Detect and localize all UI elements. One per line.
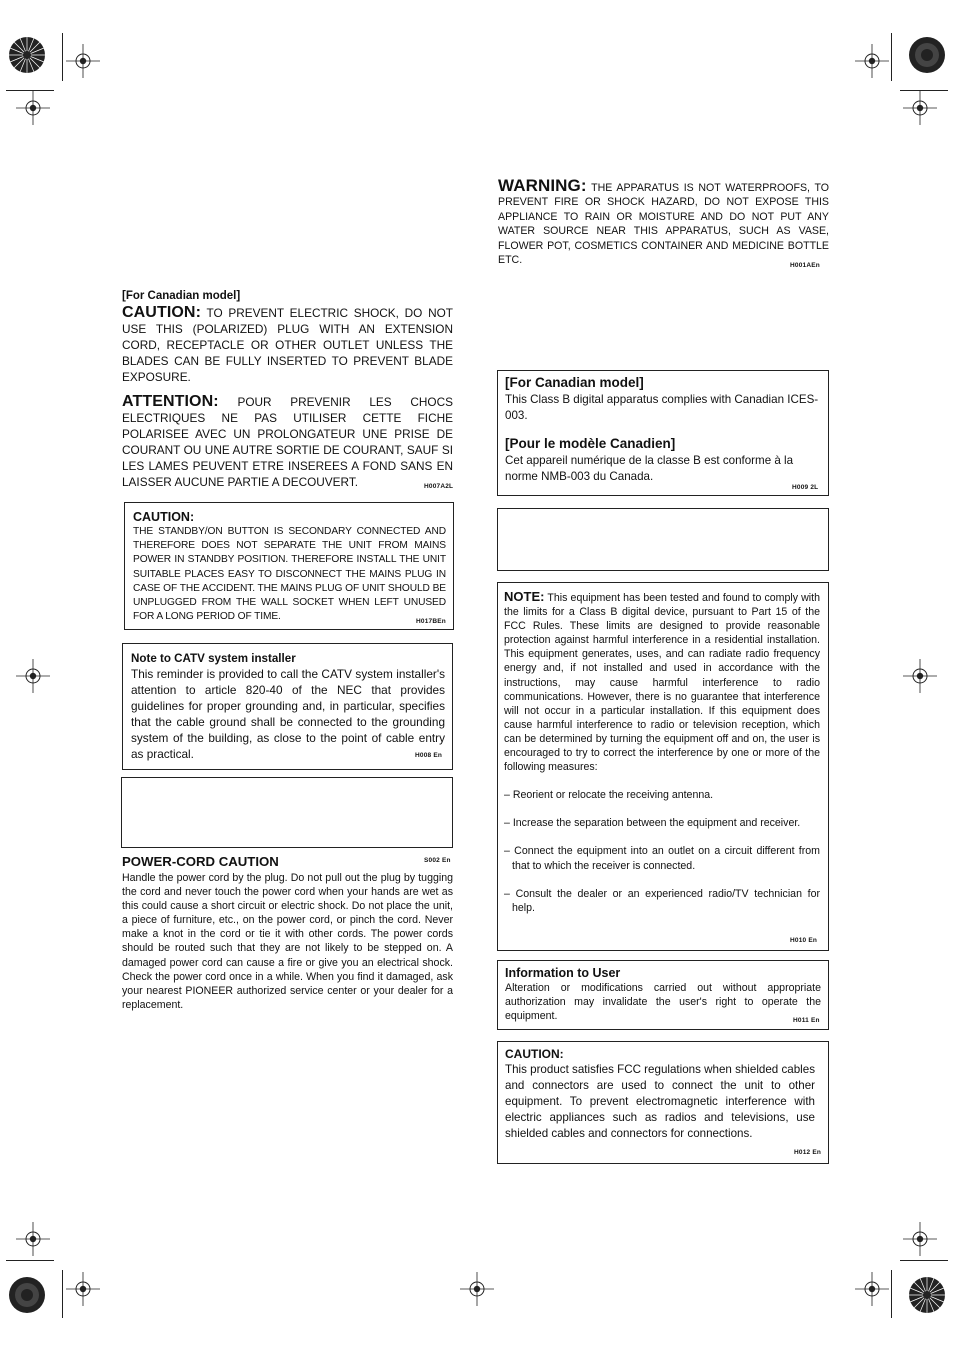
warning-code: H001AEn [790,262,820,269]
catv-title: Note to CATV system installer [131,652,296,665]
warning-text: THE APPARATUS IS NOT WATERPROOFS, TO PREVENT FIRE OR SHOCK HAZARD, DO NOT EXPOSE THIS APPLIANCE TO RAIN OR MOISTURE AND DO NOT PUT ANY WATER SOURCE NEAR THIS APPARATUS, SUCH AS VASE, FLOWER POT, COSMETICS CONTAINER AND MEDICINE BOTTLE ETC. [498,182,829,267]
list-item: – Connect the equipment into an outlet on a circuit different from that to which the receiver is connected. [504,845,820,872]
info-user-code: H011 En [793,1017,820,1024]
standby-caution-title: CAUTION: [133,510,195,524]
crop-line [900,1260,948,1261]
warning-block [498,176,829,267]
registration-mark-icon [66,1272,100,1306]
list-item: – Consult the dealer or an experienced radio/TV technician for help. [504,887,820,914]
fcc-note-box [497,582,829,951]
canadian-caution-label: [For Canadian model] [122,290,241,302]
warning-lead: WARNING: [498,176,587,195]
color-target-icon [8,36,46,74]
registration-mark-icon [16,1222,50,1256]
power-cord-code: S002 En [424,857,451,864]
standby-caution-text: THE STANDBY/ON BUTTON IS SECONDARY CONNECTED AND THEREFORE DOES NOT SEPARATE THE UNIT FROM MAINS POWER IN STANDBY POSITION. THEREFORE INSTALL THE UNIT SUITABLE PLACES EASY TO DISCONNECT THE MAINS PLUG IN CASE OF THE ACCIDENT. THE MAINS PLUG OF UNIT SHOULD BE UNPLUGGED FROM THE WALL SOCKET WHEN LEFT UNUSED FOR A LONG PERIOD OF TIME. [133,526,446,623]
canadian-caution-lead: CAUTION: [122,304,202,321]
registration-mark-icon [66,44,100,78]
list-item: – Increase the separation between the equipment and receiver. [504,817,801,830]
color-target-icon [908,1276,946,1314]
empty-notice-box [497,508,829,571]
canadian-caution-text: TO PREVENT ELECTRIC SHOCK, DO NOT USE THIS (POLARIZED) PLUG WITH AN EXTENSION CORD, RECEPTACLE OR OTHER OUTLET UNLESS THE BLADES CAN BE FULLY INSERTED TO PREVENT BLADE EXPOSURE. [122,306,453,384]
ices-box [497,370,829,496]
catv-code: H008 En [415,752,443,759]
crop-line [62,33,63,81]
power-cord-text: Handle the power cord by the plug. Do not pull out the plug by tugging the cord and never touch the power cord when your hands are wet as this could cause a short circuit or electric shock. Do not place the unit, a piece of furniture, etc., on the power cord, or pinch the cord. Never make a knot in the cord or tie it with other cords. The power cords should be routed such that they are not likely to be stepped on. A damaged power cord can cause a fire or give you an electrical shock. Check the power cord once in a while. When you find it damaged, ask your nearest PIONEER authorized service center or your dealer for a replacement. [122,872,453,1011]
ices-title-en: [For Canadian model] [505,375,644,390]
ices-text-fr: Cet appareil numérique de la classe B est conforme à la norme NMB-003 du Canada. [505,454,794,483]
catv-text: This reminder is provided to call the CATV system installer's attention to article 820-40 of the NEC that provides guidelines for proper grounding and, in particular, specifies that the cable ground shall be connected to the grounding system of the building, as close to the point of cable entry as practical. [131,667,445,761]
crop-line [62,1270,63,1318]
registration-mark-icon [855,44,889,78]
power-cord-block [122,853,453,1012]
registration-mark-icon [903,659,937,693]
fcc-measures-list [504,788,820,915]
attention-block [122,394,453,490]
attention-code: H007A2L [424,483,454,490]
info-user-text: Alteration or modifications carried out without appropriate authorization may invalidate the user's right to operate the equipment. [505,982,821,1023]
canadian-caution-block [122,289,453,385]
fcc-note-code: H010 En [790,937,818,944]
color-target-icon [8,1276,46,1314]
registration-mark-icon [16,659,50,693]
crop-line [891,33,892,81]
fcc-note-text: This equipment has been tested and found to comply with the limits for a Class B digital device, pursuant to Part 15 of the FCC Rules. These limits are designed to provide reasonable protection against harmful interference in a residential installation. This equipment generates, uses, and can radiate radio frequency energy and, if not installed and used in accordance with the instructions, may cause harmful interference to radio communications. However, there is no guarantee that interference will not occur in a particular installation. If this equipment does cause harmful interference to radio or television reception, which can be determined by turning the equipment off and on, the user is encouraged to try to correct the interference by one or more of the following measures: [504,592,820,774]
ices-code: H009 2L [792,484,819,491]
ices-title-fr: [Pour le modèle Canadien] [505,436,676,451]
registration-mark-icon [16,91,50,125]
color-target-icon [908,36,946,74]
shield-caution-title: CAUTION: [505,1047,564,1061]
info-user-title: Information to User [505,966,621,980]
catv-box [122,643,453,770]
standby-caution-box [124,502,454,630]
crop-line [6,1260,54,1261]
fcc-note-lead: NOTE: [504,589,545,604]
attention-text: POUR PREVENIR LES CHOCS ELECTRIQUES NE PAS UTILISER CETTE FICHE POLARISEE AVEC UN PROLONGATEUR UNE PRISE DE COURANT OU UNE AUTRE SORTIE DE COURANT, SAUF SI LES LAMES PEUVENT ETRE INSEREES A FOND SANS EN LAISSER AUCUNE PARTIE A DECOUVERT. [122,395,453,489]
info-user-box [497,960,829,1030]
attention-lead: ATTENTION: [122,393,219,410]
registration-mark-icon [460,1272,494,1306]
crop-line [891,1270,892,1318]
ices-text-en: This Class B digital apparatus complies with Canadian ICES-003. [505,393,819,422]
canadian-caution-paragraph [122,305,453,385]
fcc-note-paragraph [504,590,820,774]
shield-caution-code: H012 En [794,1149,822,1156]
shield-caution-box [497,1041,829,1164]
registration-mark-icon [903,1222,937,1256]
shield-caution-text: This product satisfies FCC regulations when shielded cables and connectors are used to connect the unit to other equipment. To prevent electromagnetic interference with electric appliances such as radios and televisions, use shielded cables and connectors for connections. [505,1063,815,1140]
list-item: – Reorient or relocate the receiving antenna. [504,789,714,802]
registration-mark-icon [855,1272,889,1306]
power-cord-title: POWER-CORD CAUTION [122,854,279,869]
standby-caution-code: H017BEn [416,618,446,625]
registration-mark-icon [903,91,937,125]
empty-notice-box [121,777,453,848]
